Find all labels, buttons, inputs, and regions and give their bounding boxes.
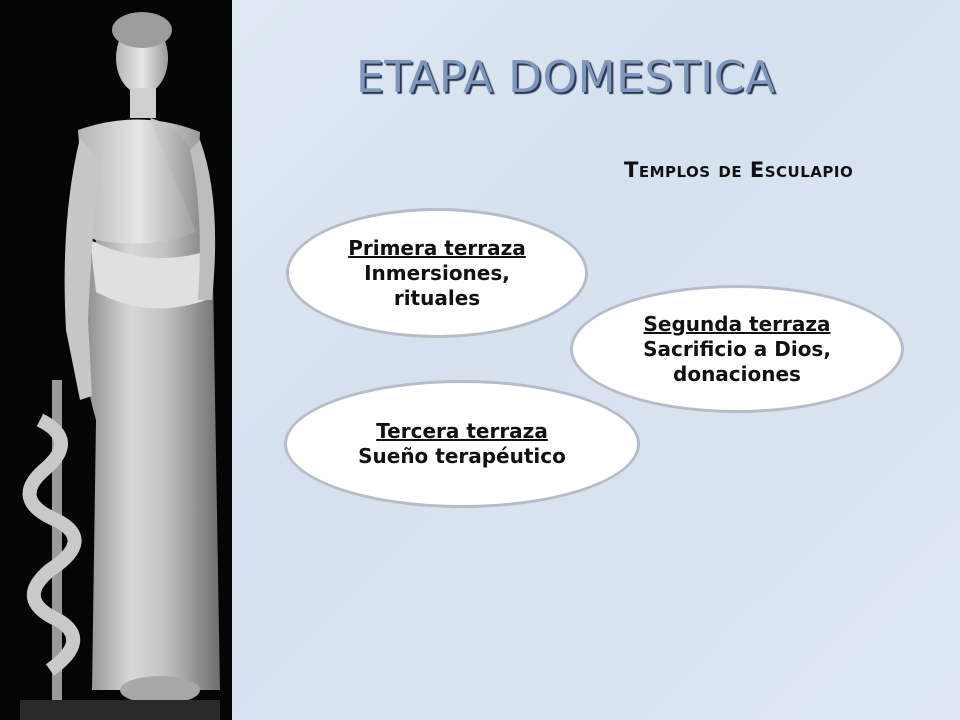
terrace-heading: Primera terraza (348, 235, 526, 260)
terrace-ellipse-tercera (284, 380, 640, 508)
terrace-text: donaciones (673, 361, 801, 386)
statue-photo (0, 0, 232, 720)
terrace-ellipse-segunda (570, 285, 904, 413)
slide-subtitle: Templos de Esculapio (624, 158, 854, 182)
terrace-text: Inmersiones, (364, 260, 510, 285)
terrace-heading: Segunda terraza (643, 311, 831, 336)
terrace-text: Sueño terapéutico (358, 444, 566, 468)
terrace-text: rituales (393, 285, 481, 310)
slide-title: ETAPA DOMESTICA (356, 52, 776, 103)
asclepius-statue-icon (0, 0, 232, 720)
terrace-text: Sacrificio a Dios, (643, 336, 831, 361)
terrace-ellipse-primera (286, 208, 588, 338)
terrace-heading: Tercera terraza (376, 419, 548, 443)
